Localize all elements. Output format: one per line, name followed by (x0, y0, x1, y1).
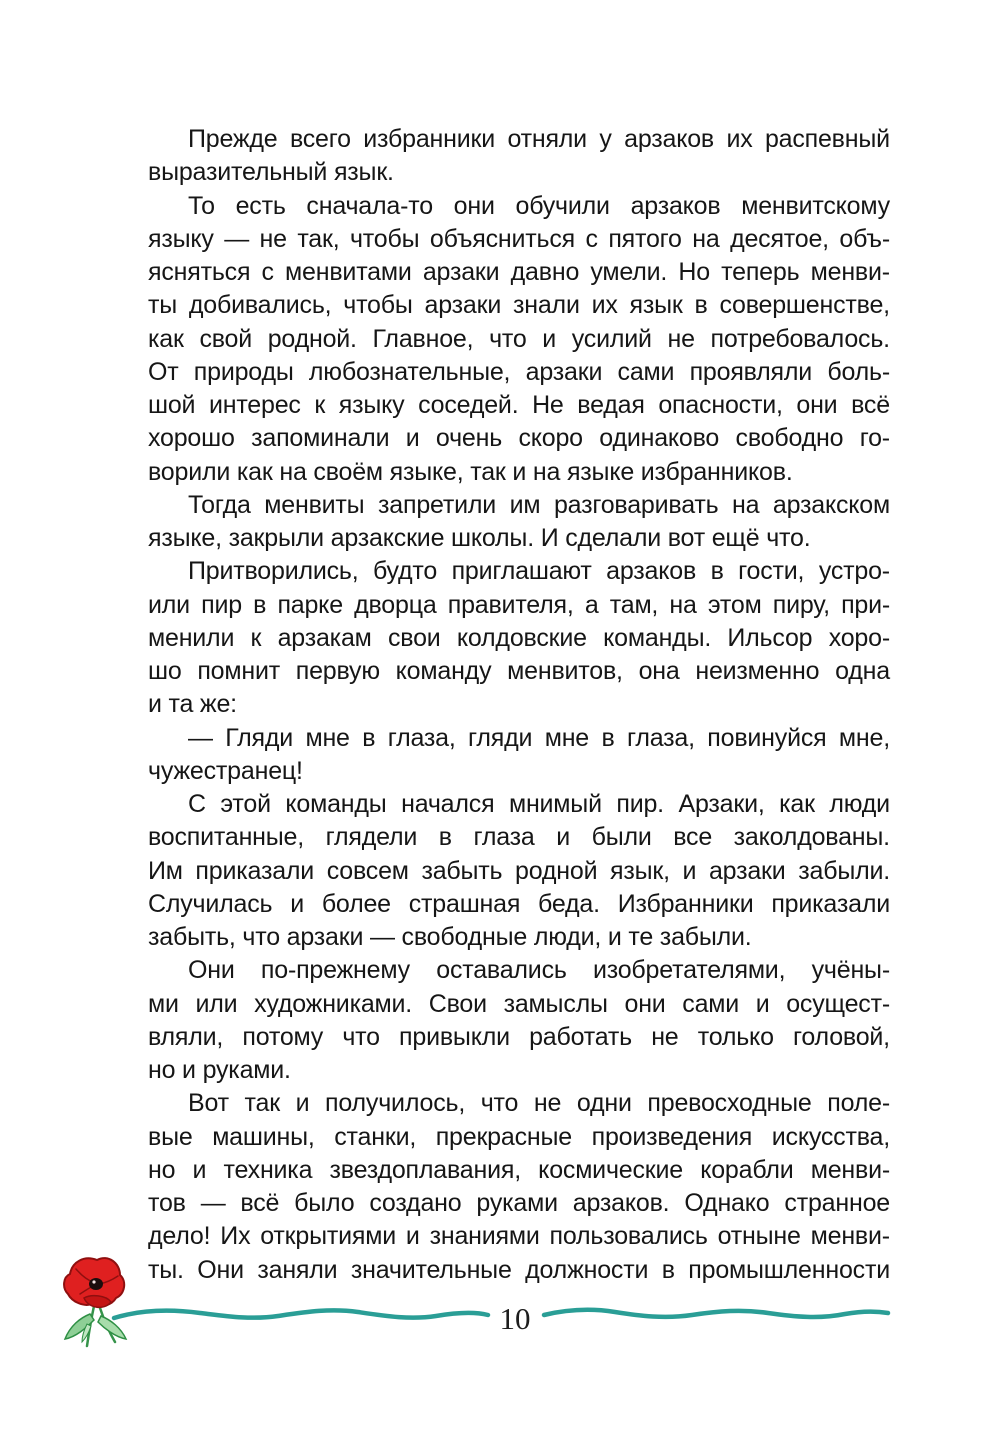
text-line: ты. Они заняли значительные должности в промышленности (148, 1255, 890, 1284)
text-line: вые машины, станки, прекрасные произведения искусства, (148, 1122, 890, 1151)
text-line: языку — не так, чтобы объясниться с пятого на десятое, объ- (148, 224, 890, 253)
text-line: языке, закрыли арзакские школы. И сделали вот ещё что. (148, 524, 811, 552)
text-line: С этой команды начался мнимый пир. Арзаки, как люди (188, 790, 890, 818)
text-line: Случилась и более страшная беда. Избранники приказали (148, 889, 890, 918)
text-line: От природы любознательные, арзаки сами проявляли боль- (148, 357, 890, 386)
text-line: ты добивались, чтобы арзаки знали их язык в совершенстве, (148, 291, 890, 320)
text-line: ясняться с менвитами арзаки давно умели. Но теперь менви- (148, 258, 890, 286)
text-line: как свой родной. Главное, что и усилий не потребовалось. (148, 324, 890, 353)
text-line: чужестранец! (148, 756, 303, 785)
text-line: То есть сначала-то они обучили арзаков менвитскому (188, 191, 890, 220)
text-line: воспитанные, глядели в глаза и были все заколдованы. (148, 823, 890, 852)
text-line: забыть, что арзаки — свободные люди, и те забыли. (148, 923, 752, 951)
text-line: Они по-прежнему оставались изобретателями, учёны- (188, 956, 890, 985)
text-line: тов — всё было создано руками арзаков. Однако странное (148, 1189, 890, 1217)
text-line: выразительный язык. (148, 158, 394, 187)
divider-wave-right (544, 1310, 888, 1317)
text-line: но и техника звездоплавания, космические корабли менви- (148, 1155, 890, 1184)
text-line: менили к арзакам свои колдовские команды. Ильсор хоро- (148, 623, 890, 652)
text-line: ми или художниками. Свои замыслы они сами и осущест- (148, 989, 890, 1018)
text-line: Прежде всего избранники отняли у арзаков их распевный (188, 125, 890, 153)
text-line: хорошо запоминали и очень скоро одинаково свободно го- (148, 424, 890, 453)
text-line: Вот так и получилось, что не одни превосходные поле- (188, 1089, 890, 1118)
text-line: Им приказали совсем забыть родной язык, и арзаки забыли. (148, 856, 890, 885)
text-block (148, 123, 890, 1287)
text-line: дело! Их открытиями и знаниями пользовались отныне менви- (148, 1222, 890, 1251)
page-number: 10 (499, 1301, 531, 1336)
text-line: — Гляди мне в глаза, гляди мне в глаза, повинуйся мне, (188, 723, 890, 752)
text-line: но и руками. (148, 1056, 291, 1084)
text-line: шой интерес к языку соседей. Не ведая опасности, они всё (148, 391, 890, 419)
text-line: шо помнит первую команду менвитов, она неизменно одна (148, 657, 890, 685)
text-line: и та же: (148, 690, 237, 719)
text-line: или пир в парке дворца правителя, а там, на этом пиру, при- (148, 590, 890, 619)
text-line: Притворились, будто приглашают арзаков в гости, устро- (188, 557, 890, 586)
text-line: ворили как на своём языке, так и на языке избранников. (148, 457, 793, 486)
text-line: Тогда менвиты запретили им разговаривать на арзакском (188, 490, 890, 519)
divider-wave-left (114, 1310, 488, 1318)
text-line: вляли, потому что привыкли работать не только головой, (148, 1022, 890, 1051)
